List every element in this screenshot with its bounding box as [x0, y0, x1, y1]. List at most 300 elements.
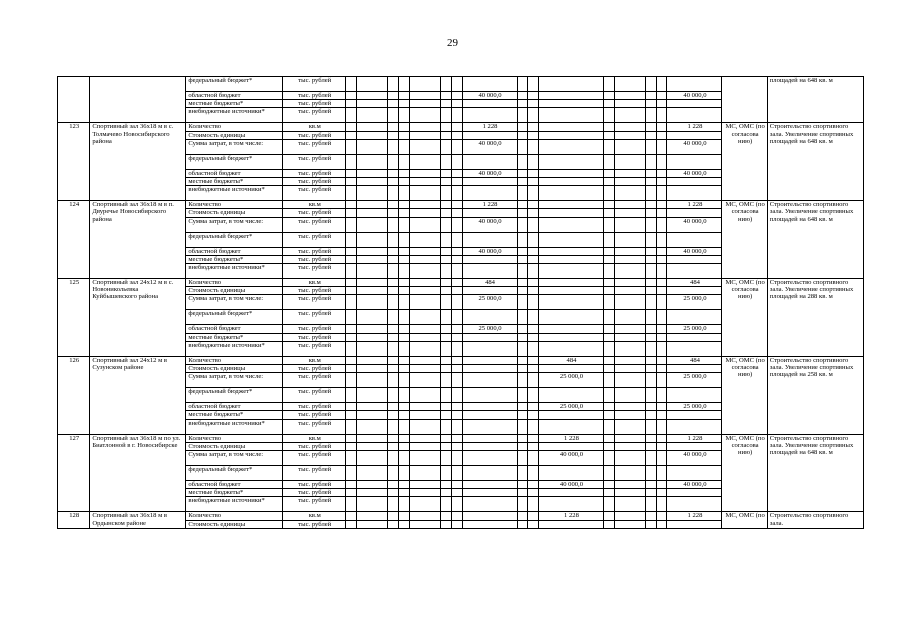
- empty-cell: [656, 356, 667, 364]
- row-number: 128: [58, 512, 90, 528]
- result-cell: Строительство спортивного зала. Увеличение спортивных площадей на 288 кв. м: [767, 279, 863, 357]
- empty-cell: [517, 497, 528, 512]
- empty-cell: [528, 186, 539, 201]
- empty-cell: [451, 341, 462, 356]
- unit-cell: тыс. рублей: [283, 287, 346, 295]
- value-cell: [356, 186, 387, 201]
- value-cell: [440, 388, 451, 403]
- value-cell: [346, 434, 357, 442]
- value-cell: [388, 333, 399, 341]
- indicator-label: местные бюджеты*: [186, 178, 283, 186]
- value-cell: [346, 154, 357, 169]
- empty-cell: [517, 108, 528, 123]
- value-cell: 25 000,0: [539, 373, 604, 388]
- total-cell: 1 228: [667, 512, 722, 520]
- unit-cell: тыс. рублей: [283, 310, 346, 325]
- value-cell: [614, 169, 645, 177]
- empty-cell: [656, 154, 667, 169]
- unit-cell: тыс. рублей: [283, 209, 346, 217]
- value-cell: [346, 264, 357, 279]
- empty-cell: [645, 232, 656, 247]
- empty-cell: [528, 442, 539, 450]
- value-cell: [409, 131, 440, 139]
- value-cell: [614, 325, 645, 333]
- value-cell: [409, 108, 440, 123]
- indicator-label: Стоимость единицы: [186, 287, 283, 295]
- value-cell: [614, 466, 645, 481]
- empty-cell: [528, 279, 539, 287]
- empty-cell: [451, 217, 462, 232]
- empty-cell: [645, 325, 656, 333]
- unit-cell: кв.м: [283, 201, 346, 209]
- value-cell: [409, 287, 440, 295]
- empty-cell: [517, 520, 528, 528]
- object-name: Спортивный зал 24х12 м в с. Новоникольевка Куйбышевского района: [90, 279, 186, 357]
- empty-cell: [528, 92, 539, 100]
- indicator-label: Стоимость единицы: [186, 442, 283, 450]
- empty-cell: [603, 255, 614, 263]
- indicator-label: внебюджетные источники*: [186, 264, 283, 279]
- empty-cell: [645, 217, 656, 232]
- total-cell: [667, 154, 722, 169]
- empty-cell: [528, 365, 539, 373]
- empty-cell: [656, 310, 667, 325]
- value-cell: [398, 287, 409, 295]
- value-cell: [398, 108, 409, 123]
- value-cell: [539, 139, 604, 154]
- empty-cell: [528, 108, 539, 123]
- unit-cell: тыс. рублей: [283, 341, 346, 356]
- value-cell: [440, 217, 451, 232]
- empty-cell: [656, 373, 667, 388]
- empty-cell: [656, 451, 667, 466]
- empty-cell: [451, 255, 462, 263]
- value-cell: [409, 295, 440, 310]
- total-cell: [667, 489, 722, 497]
- empty-cell: [517, 442, 528, 450]
- empty-cell: [451, 373, 462, 388]
- indicator-label: Сумма затрат, в том числе:: [186, 451, 283, 466]
- total-cell: 484: [667, 356, 722, 364]
- table-row: [58, 201, 864, 209]
- empty-cell: [603, 186, 614, 201]
- empty-cell: [517, 373, 528, 388]
- value-cell: [346, 481, 357, 489]
- value-cell: [346, 310, 357, 325]
- value-cell: [398, 489, 409, 497]
- value-cell: [356, 481, 387, 489]
- empty-cell: [645, 139, 656, 154]
- empty-cell: [656, 217, 667, 232]
- value-cell: [346, 325, 357, 333]
- empty-cell: [528, 512, 539, 520]
- indicator-label: Количество: [186, 279, 283, 287]
- empty-cell: [645, 186, 656, 201]
- value-cell: [462, 341, 517, 356]
- value-cell: [346, 419, 357, 434]
- value-cell: [346, 451, 357, 466]
- value-cell: [356, 123, 387, 131]
- value-cell: [462, 100, 517, 108]
- empty-cell: [656, 92, 667, 100]
- value-cell: [462, 264, 517, 279]
- result-cell: Строительство спортивного зала.: [767, 512, 863, 528]
- value-cell: [462, 287, 517, 295]
- unit-cell: тыс. рублей: [283, 92, 346, 100]
- empty-cell: [528, 310, 539, 325]
- object-name: Спортивный зал 36х18 м в Ордынском районе: [90, 512, 186, 528]
- value-cell: [398, 373, 409, 388]
- value-cell: [356, 295, 387, 310]
- value-cell: [440, 356, 451, 364]
- empty-cell: [517, 333, 528, 341]
- indicator-label: федеральный бюджет*: [186, 310, 283, 325]
- object-name: Спортивный зал 36х18 м по ул. Биатлонной в г. Новосибирске: [90, 434, 186, 512]
- value-cell: [409, 201, 440, 209]
- empty-cell: [517, 169, 528, 177]
- empty-cell: [517, 100, 528, 108]
- value-cell: [462, 520, 517, 528]
- value-cell: [356, 341, 387, 356]
- value-cell: [462, 434, 517, 442]
- value-cell: [388, 154, 399, 169]
- indicator-label: Сумма затрат, в том числе:: [186, 217, 283, 232]
- value-cell: [539, 100, 604, 108]
- value-cell: [346, 466, 357, 481]
- value-cell: [409, 333, 440, 341]
- empty-cell: [603, 100, 614, 108]
- value-cell: [398, 209, 409, 217]
- total-cell: [667, 333, 722, 341]
- value-cell: [440, 100, 451, 108]
- empty-cell: [645, 100, 656, 108]
- value-cell: [388, 365, 399, 373]
- empty-cell: [645, 419, 656, 434]
- value-cell: [614, 255, 645, 263]
- total-cell: 25 000,0: [667, 295, 722, 310]
- value-cell: 1 228: [462, 123, 517, 131]
- value-cell: [614, 232, 645, 247]
- unit-cell: тыс. рублей: [283, 419, 346, 434]
- value-cell: [409, 154, 440, 169]
- value-cell: [440, 512, 451, 520]
- indicator-label: областной бюджет: [186, 247, 283, 255]
- value-cell: [462, 255, 517, 263]
- empty-cell: [451, 434, 462, 442]
- value-cell: [398, 169, 409, 177]
- value-cell: [356, 365, 387, 373]
- empty-cell: [528, 217, 539, 232]
- empty-cell: [645, 295, 656, 310]
- empty-cell: [517, 341, 528, 356]
- program-table: [57, 76, 864, 529]
- unit-cell: кв.м: [283, 356, 346, 364]
- value-cell: [539, 201, 604, 209]
- indicator-label: Сумма затрат, в том числе:: [186, 139, 283, 154]
- value-cell: [346, 356, 357, 364]
- value-cell: [462, 310, 517, 325]
- empty-cell: [656, 77, 667, 92]
- value-cell: [409, 481, 440, 489]
- value-cell: [409, 92, 440, 100]
- value-cell: [614, 295, 645, 310]
- empty-cell: [603, 373, 614, 388]
- total-cell: [667, 209, 722, 217]
- value-cell: [539, 466, 604, 481]
- empty-cell: [528, 434, 539, 442]
- value-cell: [398, 512, 409, 520]
- value-cell: [388, 209, 399, 217]
- value-cell: [356, 434, 387, 442]
- indicator-label: федеральный бюджет*: [186, 232, 283, 247]
- empty-cell: [603, 325, 614, 333]
- value-cell: [409, 419, 440, 434]
- empty-cell: [656, 489, 667, 497]
- empty-cell: [645, 451, 656, 466]
- total-cell: 484: [667, 279, 722, 287]
- value-cell: [440, 341, 451, 356]
- empty-cell: [517, 287, 528, 295]
- unit-cell: тыс. рублей: [283, 255, 346, 263]
- indicator-label: федеральный бюджет*: [186, 466, 283, 481]
- value-cell: [398, 388, 409, 403]
- total-cell: [667, 520, 722, 528]
- table-row: [58, 434, 864, 442]
- value-cell: 40 000,0: [462, 139, 517, 154]
- executor-cell: [722, 77, 767, 123]
- value-cell: [388, 123, 399, 131]
- value-cell: [440, 325, 451, 333]
- value-cell: [356, 287, 387, 295]
- value-cell: [388, 489, 399, 497]
- empty-cell: [528, 466, 539, 481]
- value-cell: [539, 341, 604, 356]
- empty-cell: [656, 403, 667, 411]
- empty-cell: [656, 497, 667, 512]
- empty-cell: [451, 497, 462, 512]
- value-cell: [440, 186, 451, 201]
- value-cell: [462, 77, 517, 92]
- value-cell: [614, 154, 645, 169]
- value-cell: [409, 169, 440, 177]
- indicator-label: местные бюджеты*: [186, 411, 283, 419]
- value-cell: [356, 201, 387, 209]
- value-cell: [356, 411, 387, 419]
- empty-cell: [656, 247, 667, 255]
- empty-cell: [528, 489, 539, 497]
- result-cell: площадей на 648 кв. м: [767, 77, 863, 123]
- total-cell: [667, 442, 722, 450]
- value-cell: [346, 512, 357, 520]
- empty-cell: [603, 287, 614, 295]
- value-cell: [398, 77, 409, 92]
- indicator-label: внебюджетные источники*: [186, 186, 283, 201]
- value-cell: [539, 333, 604, 341]
- empty-cell: [603, 217, 614, 232]
- value-cell: [440, 201, 451, 209]
- value-cell: [388, 419, 399, 434]
- value-cell: [539, 123, 604, 131]
- value-cell: [440, 77, 451, 92]
- value-cell: [356, 373, 387, 388]
- empty-cell: [656, 232, 667, 247]
- value-cell: [398, 154, 409, 169]
- value-cell: [388, 388, 399, 403]
- empty-cell: [517, 232, 528, 247]
- value-cell: [462, 186, 517, 201]
- value-cell: [409, 497, 440, 512]
- empty-cell: [528, 497, 539, 512]
- total-cell: 40 000,0: [667, 451, 722, 466]
- value-cell: [388, 186, 399, 201]
- empty-cell: [451, 169, 462, 177]
- value-cell: [614, 108, 645, 123]
- value-cell: [539, 489, 604, 497]
- value-cell: [614, 419, 645, 434]
- value-cell: 40 000,0: [539, 481, 604, 489]
- empty-cell: [517, 178, 528, 186]
- empty-cell: [645, 264, 656, 279]
- value-cell: [440, 466, 451, 481]
- value-cell: [539, 186, 604, 201]
- empty-cell: [451, 100, 462, 108]
- empty-cell: [517, 419, 528, 434]
- indicator-label: внебюджетные источники*: [186, 108, 283, 123]
- value-cell: [539, 365, 604, 373]
- value-cell: [539, 388, 604, 403]
- empty-cell: [656, 295, 667, 310]
- empty-cell: [451, 209, 462, 217]
- value-cell: [409, 411, 440, 419]
- empty-cell: [603, 388, 614, 403]
- table-row: [58, 356, 864, 364]
- empty-cell: [528, 287, 539, 295]
- empty-cell: [517, 356, 528, 364]
- empty-cell: [656, 201, 667, 209]
- value-cell: [398, 310, 409, 325]
- executor-cell: МС, ОМС (по: [722, 512, 767, 528]
- unit-cell: тыс. рублей: [283, 481, 346, 489]
- total-cell: [667, 108, 722, 123]
- value-cell: [356, 333, 387, 341]
- value-cell: [356, 356, 387, 364]
- value-cell: [398, 481, 409, 489]
- empty-cell: [603, 434, 614, 442]
- value-cell: [388, 279, 399, 287]
- total-cell: [667, 287, 722, 295]
- empty-cell: [528, 77, 539, 92]
- value-cell: [409, 466, 440, 481]
- empty-cell: [528, 333, 539, 341]
- value-cell: [409, 341, 440, 356]
- value-cell: [440, 178, 451, 186]
- empty-cell: [451, 419, 462, 434]
- value-cell: [462, 419, 517, 434]
- empty-cell: [656, 442, 667, 450]
- empty-cell: [645, 92, 656, 100]
- empty-cell: [645, 123, 656, 131]
- value-cell: [398, 131, 409, 139]
- indicator-label: Количество: [186, 512, 283, 520]
- total-cell: [667, 232, 722, 247]
- indicator-label: Количество: [186, 123, 283, 131]
- empty-cell: [517, 388, 528, 403]
- value-cell: [614, 341, 645, 356]
- value-cell: [398, 217, 409, 232]
- value-cell: [539, 255, 604, 263]
- value-cell: [440, 520, 451, 528]
- value-cell: [440, 247, 451, 255]
- value-cell: [388, 356, 399, 364]
- empty-cell: [603, 201, 614, 209]
- value-cell: 40 000,0: [462, 92, 517, 100]
- empty-cell: [656, 388, 667, 403]
- value-cell: [462, 497, 517, 512]
- empty-cell: [517, 255, 528, 263]
- empty-cell: [451, 201, 462, 209]
- value-cell: [614, 403, 645, 411]
- empty-cell: [656, 419, 667, 434]
- empty-cell: [528, 209, 539, 217]
- empty-cell: [528, 373, 539, 388]
- executor-cell: МС, ОМС (по согласова нию): [722, 123, 767, 201]
- value-cell: [388, 466, 399, 481]
- empty-cell: [517, 365, 528, 373]
- unit-cell: тыс. рублей: [283, 325, 346, 333]
- value-cell: [398, 419, 409, 434]
- value-cell: [356, 247, 387, 255]
- total-cell: [667, 264, 722, 279]
- table-row: [58, 123, 864, 131]
- empty-cell: [517, 310, 528, 325]
- value-cell: [409, 451, 440, 466]
- value-cell: [388, 442, 399, 450]
- empty-cell: [656, 333, 667, 341]
- value-cell: [462, 451, 517, 466]
- empty-cell: [603, 247, 614, 255]
- empty-cell: [603, 520, 614, 528]
- empty-cell: [528, 264, 539, 279]
- empty-cell: [603, 481, 614, 489]
- value-cell: [614, 333, 645, 341]
- unit-cell: кв.м: [283, 512, 346, 520]
- value-cell: [356, 325, 387, 333]
- value-cell: [388, 411, 399, 419]
- value-cell: [346, 131, 357, 139]
- empty-cell: [528, 481, 539, 489]
- indicator-label: федеральный бюджет*: [186, 154, 283, 169]
- value-cell: 40 000,0: [539, 451, 604, 466]
- empty-cell: [451, 466, 462, 481]
- value-cell: [409, 388, 440, 403]
- value-cell: [388, 325, 399, 333]
- value-cell: [388, 201, 399, 209]
- value-cell: [398, 295, 409, 310]
- value-cell: [356, 419, 387, 434]
- empty-cell: [603, 279, 614, 287]
- empty-cell: [656, 255, 667, 263]
- empty-cell: [603, 419, 614, 434]
- unit-cell: тыс. рублей: [283, 139, 346, 154]
- value-cell: [440, 419, 451, 434]
- empty-cell: [645, 279, 656, 287]
- indicator-label: областной бюджет: [186, 169, 283, 177]
- value-cell: [346, 403, 357, 411]
- value-cell: [614, 434, 645, 442]
- empty-cell: [603, 232, 614, 247]
- empty-cell: [645, 388, 656, 403]
- unit-cell: тыс. рублей: [283, 365, 346, 373]
